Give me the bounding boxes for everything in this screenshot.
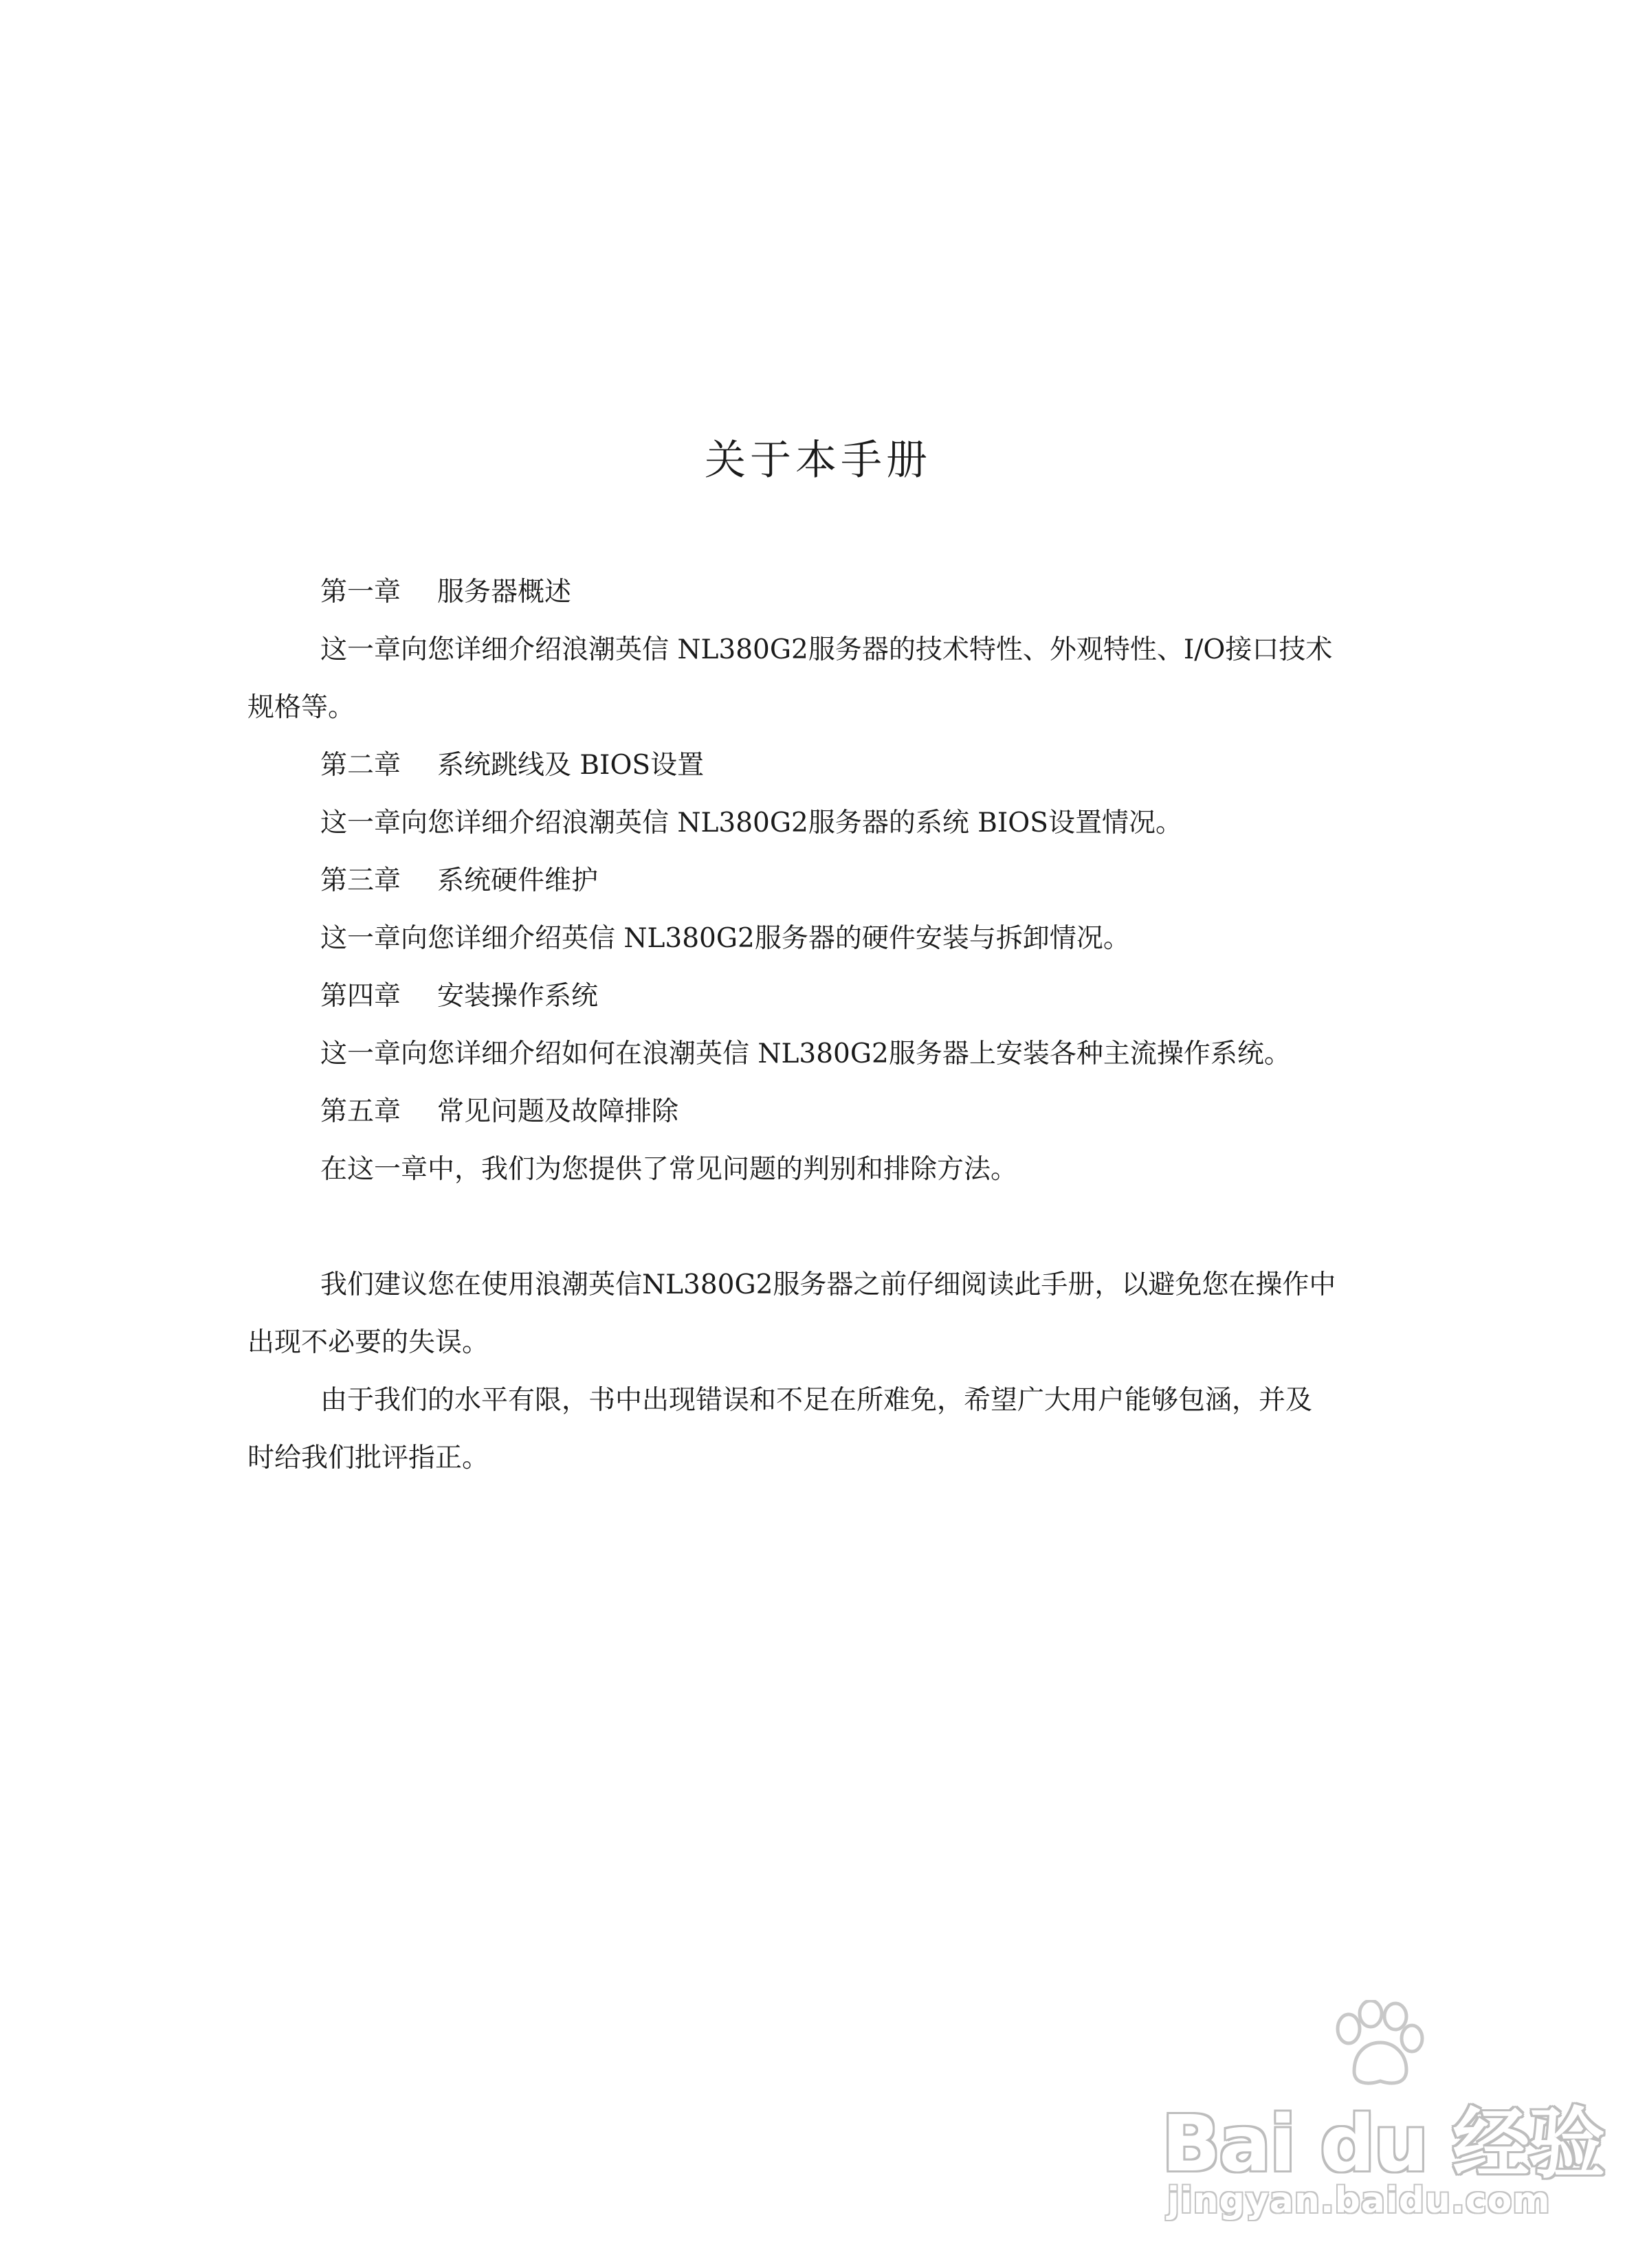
paragraph-gap — [247, 1199, 1389, 1256]
document-body — [247, 564, 1389, 1487]
chapter-description: 这一章向您详细介绍浪潮英信 NL380G2服务器的技术特性、外观特性、I/O接口技术 — [320, 634, 1333, 665]
advice-paragraph: 我们建议您在使用浪潮英信NL380G2服务器之前仔细阅读此手册，以避免您在操作中 — [320, 1269, 1336, 1300]
chapter-name: 系统跳线及 BIOS设置 — [437, 750, 705, 781]
chapter-heading — [247, 1083, 1389, 1141]
chapter-description: 这一章向您详细介绍浪潮英信 NL380G2服务器的系统 BIOS设置情况。 — [320, 808, 1182, 838]
chapter-label: 第四章 — [320, 981, 401, 1012]
chapter-description: 这一章向您详细介绍英信 NL380G2服务器的硬件安装与拆卸情况。 — [320, 923, 1130, 954]
advice-paragraph-cont: 出现不必要的失误。 — [247, 1327, 489, 1358]
paw-icon — [1327, 2000, 1430, 2089]
chapter-heading — [247, 737, 1389, 794]
chapter-description-cont: 规格等。 — [247, 692, 355, 723]
watermark-brand: Bai du 经验 — [1162, 2100, 1604, 2189]
disclaimer-paragraph-cont: 时给我们批评指正。 — [247, 1443, 489, 1474]
chapter-label: 第一章 — [320, 577, 401, 608]
chapter-name: 服务器概述 — [437, 577, 572, 608]
page-title: 关于本手册 — [705, 436, 931, 485]
chapter-label: 第二章 — [320, 750, 401, 781]
chapter-name: 系统硬件维护 — [437, 865, 599, 896]
watermark-url: jingyan.baidu.com — [1167, 2180, 1551, 2221]
baidu-watermark — [1162, 2000, 1604, 2227]
chapter-name: 常见问题及故障排除 — [437, 1096, 679, 1127]
disclaimer-paragraph: 由于我们的水平有限，书中出现错误和不足在所难免，希望广大用户能够包涵，并及 — [320, 1385, 1313, 1416]
chapter-description: 在这一章中，我们为您提供了常见问题的判别和排除方法。 — [320, 1154, 1018, 1185]
chapter-description: 这一章向您详细介绍如何在浪潮英信 NL380G2服务器上安装各种主流操作系统。 — [320, 1038, 1291, 1069]
chapter-heading — [247, 564, 1389, 621]
chapter-heading — [247, 852, 1389, 910]
chapter-heading — [247, 968, 1389, 1025]
chapter-label: 第五章 — [320, 1096, 401, 1127]
chapter-label: 第三章 — [320, 865, 401, 896]
chapter-name: 安装操作系统 — [437, 981, 599, 1012]
